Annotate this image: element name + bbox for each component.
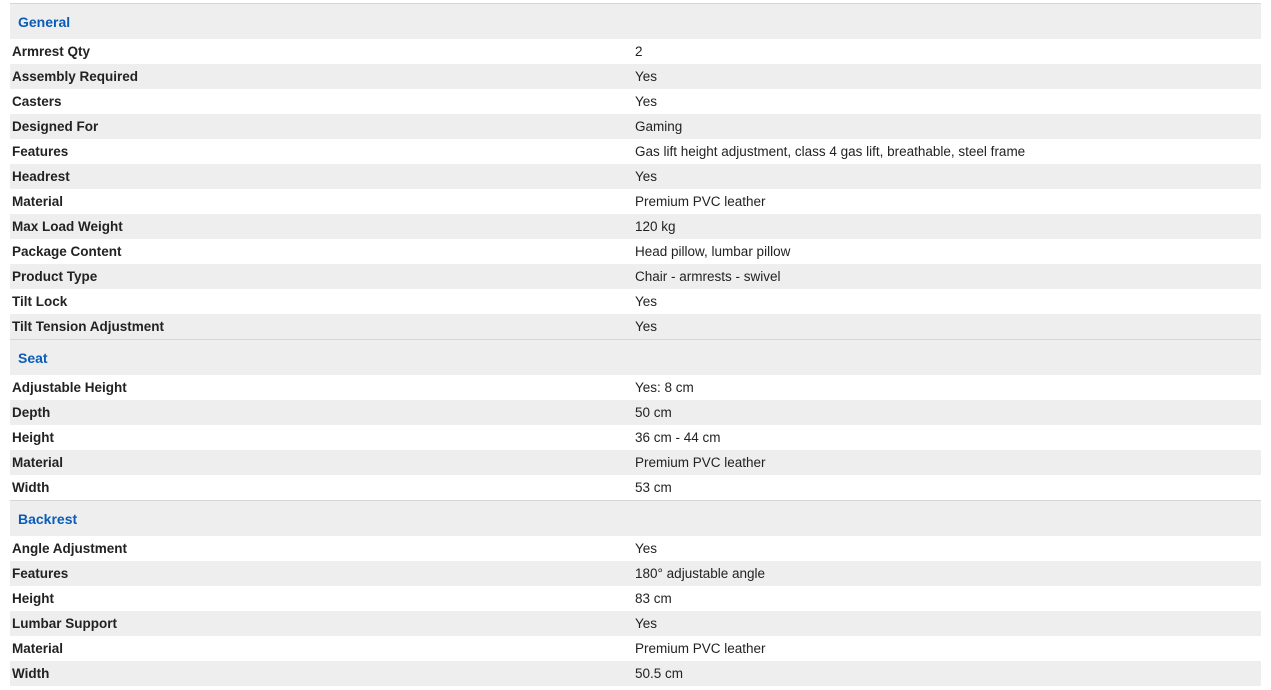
spec-label: Lumbar Support [12, 616, 117, 631]
spec-label: Material [12, 455, 64, 470]
spec-value: 50.5 cm [635, 666, 684, 681]
spec-label: Armrest Qty [12, 44, 91, 59]
spec-label: Assembly Required [12, 69, 139, 84]
spec-value: Gas lift height adjustment, class 4 gas lift, breathable, steel frame [635, 144, 1026, 159]
spec-section-seat [10, 339, 1261, 500]
spec-label: Tilt Tension Adjustment [12, 319, 165, 334]
spec-row [10, 139, 1261, 164]
spec-label: Max Load Weight [12, 219, 123, 234]
spec-value: 36 cm - 44 cm [635, 430, 721, 445]
spec-value: Yes [635, 319, 658, 334]
spec-label: Width [12, 666, 50, 681]
section-header [10, 3, 1261, 39]
spec-label: Width [12, 480, 50, 495]
spec-label: Product Type [12, 269, 98, 284]
spec-row [10, 475, 1261, 500]
spec-section-general [10, 3, 1261, 339]
section-title: Seat [18, 349, 48, 366]
spec-row [10, 189, 1261, 214]
spec-label: Features [12, 144, 69, 159]
spec-label: Tilt Lock [12, 294, 68, 309]
spec-label: Angle Adjustment [12, 541, 128, 556]
spec-section-backrest [10, 500, 1261, 686]
spec-row [10, 314, 1261, 339]
spec-value: Premium PVC leather [635, 455, 766, 470]
spec-row [10, 214, 1261, 239]
spec-row [10, 264, 1261, 289]
spec-row [10, 661, 1261, 686]
spec-value: 120 kg [635, 219, 676, 234]
spec-label: Depth [12, 405, 51, 420]
spec-label: Adjustable Height [12, 380, 127, 395]
spec-value: 2 [635, 44, 643, 59]
spec-value: Premium PVC leather [635, 641, 766, 656]
spec-value: Gaming [635, 119, 683, 134]
spec-row [10, 164, 1261, 189]
spec-value: Premium PVC leather [635, 194, 766, 209]
spec-value: 180° adjustable angle [635, 566, 766, 581]
spec-value: Head pillow, lumbar pillow [635, 244, 791, 259]
spec-row [10, 400, 1261, 425]
spec-label: Casters [12, 94, 62, 109]
spec-row [10, 39, 1261, 64]
spec-label: Material [12, 194, 64, 209]
section-header [10, 339, 1261, 375]
section-title: Backrest [18, 510, 78, 527]
spec-value: Yes [635, 541, 658, 556]
spec-value: 50 cm [635, 405, 672, 420]
spec-row [10, 636, 1261, 661]
spec-value: Yes [635, 616, 658, 631]
spec-row [10, 425, 1261, 450]
section-header [10, 500, 1261, 536]
spec-value: Yes [635, 294, 658, 309]
spec-label: Designed For [12, 119, 99, 134]
spec-value: 83 cm [635, 591, 672, 606]
spec-row [10, 239, 1261, 264]
spec-value: Yes: 8 cm [635, 380, 694, 395]
spec-row [10, 561, 1261, 586]
spec-value: Yes [635, 69, 658, 84]
spec-row [10, 536, 1261, 561]
spec-value: 53 cm [635, 480, 672, 495]
spec-row [10, 450, 1261, 475]
section-title: General [18, 13, 71, 30]
spec-row [10, 114, 1261, 139]
spec-row [10, 89, 1261, 114]
spec-label: Headrest [12, 169, 70, 184]
spec-table [10, 3, 1261, 686]
spec-label: Material [12, 641, 64, 656]
spec-value: Yes [635, 94, 658, 109]
spec-row [10, 586, 1261, 611]
spec-value: Chair - armrests - swivel [635, 269, 781, 284]
spec-label: Height [12, 430, 54, 445]
spec-row [10, 375, 1261, 400]
spec-label: Height [12, 591, 54, 606]
spec-row [10, 611, 1261, 636]
spec-value: Yes [635, 169, 658, 184]
spec-row [10, 289, 1261, 314]
spec-label: Package Content [12, 244, 122, 259]
spec-label: Features [12, 566, 69, 581]
spec-row [10, 64, 1261, 89]
